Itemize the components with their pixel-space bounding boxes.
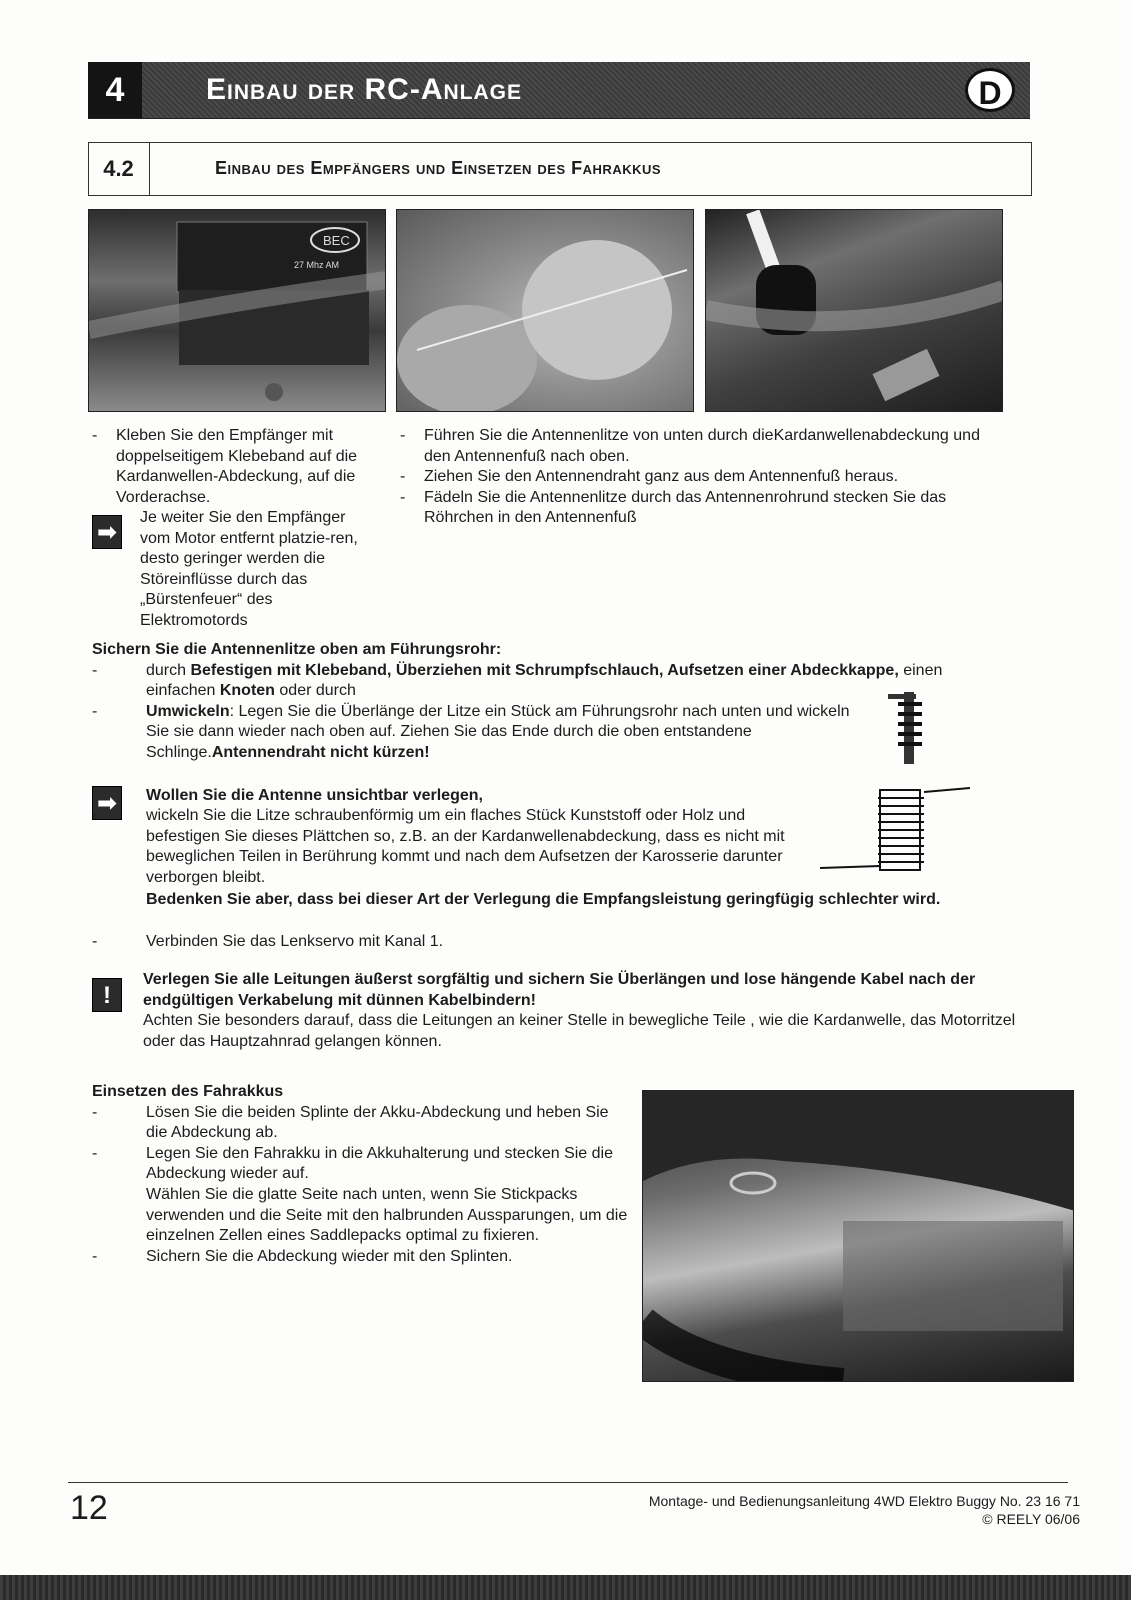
footer-divider	[68, 1482, 1068, 1483]
list-item: - wickeln Sie die Litze schraubenförmig um ein flaches Stück Kunststoff oder Holz und befestigen Sie dieses Plättchen so, z.B. an der Kardanwellenabdeckung, dass es nicht mit beweglichen Teilen in Berührung kommt und nach dem Aufsetzen der Karosserie darunter verborgen bleibt.	[92, 806, 806, 888]
hidden-antenna-list	[146, 806, 826, 888]
footer-text	[560, 1492, 1080, 1528]
hidden-antenna-heading: Wollen Sie die Antenne unsichtbar verlegen,	[146, 787, 483, 804]
list-item: - Sichern Sie die Abdeckung wieder mit den Splinten.	[92, 1247, 632, 1268]
exclamation-icon: !	[92, 978, 122, 1012]
copyright: © REELY 06/06	[982, 1511, 1080, 1527]
section-title: Einbau des Empfängers und Einsetzen des Fahrakkus	[215, 158, 662, 178]
antenna-wrap-illustration	[880, 688, 940, 766]
section-number: 4.2	[88, 142, 150, 196]
list-item: - Führen Sie die Antennenlitze von unten durch dieKardanwellenabdeckung und den Antennenfuß nach oben.	[400, 426, 1000, 467]
reception-note: Bedenken Sie aber, dass bei dieser Art der Verlegung die Empfangsleistung geringfügig schlechter wird.	[146, 891, 941, 908]
list-item: - Umwickeln: Legen Sie die Überlänge der Litze ein Stück am Führungsrohr nach unten und wickeln Sie sie dann wieder nach oben auf. Ziehen Sie das Ende durch die oben entstandene Schlinge.Antennendraht nicht kürzen!	[92, 702, 866, 764]
list-item-continuation: Wählen Sie die glatte Seite nach unten, wenn Sie Stickpacks verwenden und die Seite mit den halbrunden Aussparungen, um die einzelnen Zellen eines Saddlepacks optimal zu fixieren.	[146, 1185, 628, 1245]
receiver-mounting-text	[92, 426, 382, 508]
secure-antenna-block	[92, 640, 992, 764]
battery-heading: Einsetzen des Fahrakkus	[92, 1083, 284, 1100]
receiver-bec-label: BEC	[323, 233, 350, 248]
warning-heading: Verlegen Sie alle Leitungen äußerst sorgfältig und sichern Sie Überlängen und lose hängende Kabel nach der endgültigen Verkabelung mit dünnen Kabelbindern!	[143, 971, 976, 1009]
arrow-right-icon: ➡	[92, 786, 122, 820]
list-item: - Lösen Sie die beiden Splinte der Akku-Abdeckung und heben Sie die Abdeckung ab.	[92, 1103, 632, 1144]
cable-warning-block	[143, 970, 1023, 1052]
battery-block	[92, 1082, 632, 1267]
servo-block	[92, 932, 792, 953]
list-item: - Kleben Sie den Empfänger mit doppelseitigem Klebeband auf die Kardanwellen-Abdeckung, auf die Vorderachse.	[92, 426, 382, 508]
secure-heading: Sichern Sie die Antennenlitze oben am Führungsrohr:	[92, 641, 502, 658]
receiver-photo	[88, 209, 386, 412]
chapter-title: Einbau der RC-Anlage	[206, 73, 522, 106]
receiver-tip-text: Je weiter Sie den Empfänger vom Motor entfernt platzie-ren, desto geringer werden die Störeinflüsse durch das „Bürstenfeuer“ des Elektromotords	[140, 509, 358, 629]
receiver-frequency-label: 27 Mhz AM	[294, 260, 340, 270]
arrow-right-icon: ➡	[92, 515, 122, 549]
manual-title: Montage- und Bedienungsanleitung 4WD Elektro Buggy No. 23 16 71	[648, 1493, 1080, 1509]
battery-photo-graphic	[643, 1091, 1074, 1382]
antenna-foot-photo	[705, 209, 1003, 412]
list-item: - Fädeln Sie die Antennenlitze durch das Antennenrohrund stecken Sie das Röhrchen in den Antennenfuß	[400, 488, 1000, 529]
antenna-foot-photo-graphic	[706, 210, 1003, 412]
antenna-coil-illustration	[820, 786, 970, 876]
scan-bottom-strip	[0, 1575, 1131, 1600]
battery-photo	[642, 1090, 1074, 1382]
warning-text: Achten Sie besonders darauf, dass die Leitungen an keiner Stelle in bewegliche Teile , wie die Kardanwelle, das Motorritzel oder das Hauptzahnrad gelangen können.	[143, 1012, 1016, 1050]
page-number: 12	[70, 1489, 108, 1527]
list-item: - Verbinden Sie das Lenkservo mit Kanal 1.	[92, 932, 792, 953]
receiver-photo-graphic	[89, 210, 386, 412]
list-item: - durch Befestigen mit Klebeband, Überziehen mit Schrumpfschlauch, Aufsetzen einer Abdeckkappe, einen einfachen Knoten oder durch	[92, 661, 992, 702]
language-badge: D	[965, 68, 1015, 112]
antenna-wire-photo-graphic	[397, 210, 694, 412]
chapter-number: 4	[88, 62, 142, 118]
antenna-routing-list	[400, 426, 1000, 529]
antenna-wire-photo	[396, 209, 694, 412]
list-item: - Ziehen Sie den Antennendraht ganz aus dem Antennenfuß heraus.	[400, 467, 1000, 488]
list-item: - Legen Sie den Fahrakku in die Akkuhalterung und stecken Sie die Abdeckung wieder auf.	[92, 1144, 632, 1185]
